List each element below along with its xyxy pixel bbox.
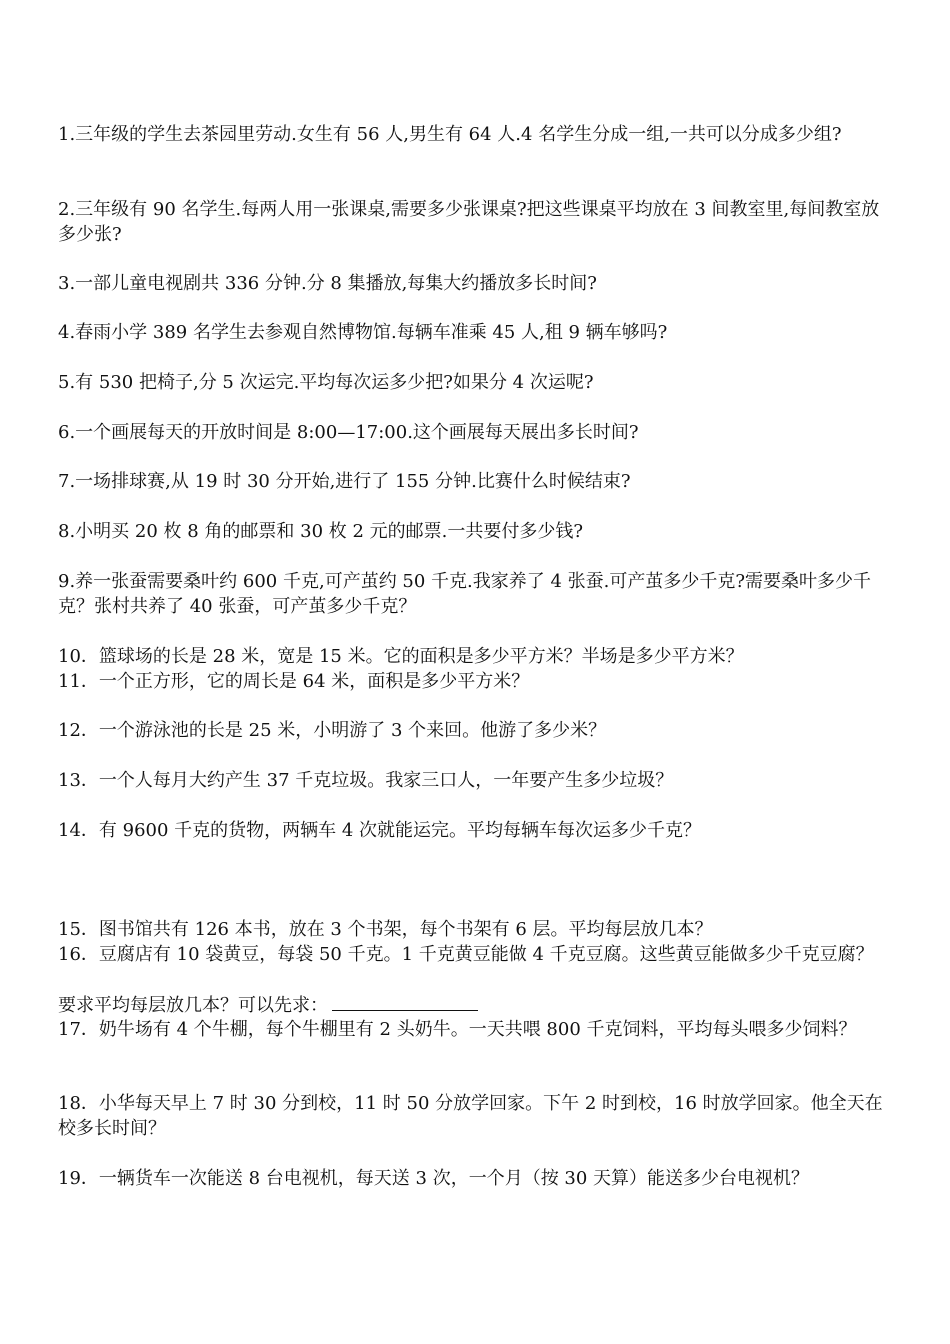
problem-8: 8.小明买 20 枚 8 角的邮票和 30 枚 2 元的邮票.一共要付多少钱? <box>58 521 584 542</box>
problem-6: 6.一个画展每天的开放时间是 8:00—17:00.这个画展每天展出多长时间? <box>58 422 639 443</box>
problem-19: 19．一辆货车一次能送 8 台电视机，每天送 3 次，一个月（按 30 天算）能送多少台电视机？ <box>58 1168 810 1189</box>
problem-18: 18．小华每天早上 7 时 30 分到校，11 时 50 分放学回家。下午 2 时到校，16 时放学回家。他全天在校多长时间？ <box>58 1093 883 1139</box>
problem-2: 2.三年级有 90 名学生.每两人用一张课桌,需要多少张课桌?把这些课桌平均放在 3 间教室里,每间教室放多少张? <box>58 199 880 245</box>
problem-3: 3.一部儿童电视剧共 336 分钟.分 8 集播放,每集大约播放多长时间? <box>58 273 597 294</box>
problem-9: 9.养一张蚕需要桑叶约 600 千克,可产茧约 50 千克.我家养了 4 张蚕.可产茧多少千克?需要桑叶多少千克？张村共养了 40 张蚕，可产茧多少千克？ <box>58 571 872 617</box>
problem-17: 17．奶牛场有 4 个牛棚，每个牛棚里有 2 头奶牛。一天共喂 800 千克饲料，平均每头喂多少饲料？ <box>58 1019 857 1040</box>
answer-blank[interactable] <box>332 992 478 1011</box>
problem-12: 12．一个游泳池的长是 25 米，小明游了 3 个来回。他游了多少米？ <box>58 720 607 741</box>
problem-11: 11．一个正方形，它的周长是 64 米，面积是多少平方米？ <box>58 671 530 692</box>
problem-16: 16．豆腐店有 10 袋黄豆，每袋 50 千克。1 千克黄豆能做 4 千克豆腐。这些黄豆能做多少千克豆腐？ <box>58 944 874 965</box>
problem-5: 5.有 530 把椅子,分 5 次运完.平均每次运多少把?如果分 4 次运呢? <box>58 372 594 393</box>
problem-7: 7.一场排球赛,从 19 时 30 分开始,进行了 155 分钟.比赛什么时候结束? <box>58 471 631 492</box>
problem-15-hint-text: 要求平均每层放几本？可以先求： <box>58 995 328 1016</box>
problem-14: 14．有 9600 千克的货物，两辆车 4 次就能运完。平均每辆车每次运多少千克？ <box>58 820 702 841</box>
problem-4: 4.春雨小学 389 名学生去参观自然博物馆.每辆车准乘 45 人,租 9 辆车够吗? <box>58 322 668 343</box>
problem-15-question: 15．图书馆共有 126 本书，放在 3 个书架，每个书架有 6 层。平均每层放几本？ <box>58 919 713 940</box>
problem-1: 1.三年级的学生去茶园里劳动.女生有 56 人,男生有 64 人.4 名学生分成一组,一共可以分成多少组? <box>58 124 842 145</box>
problem-10: 10．篮球场的长是 28 米，宽是 15 米。它的面积是多少平方米？半场是多少平方米？ <box>58 646 744 667</box>
problem-13: 13．一个人每月大约产生 37 千克垃圾。我家三口人，一年要产生多少垃圾？ <box>58 770 674 791</box>
problem-15-hint <box>58 992 888 1018</box>
